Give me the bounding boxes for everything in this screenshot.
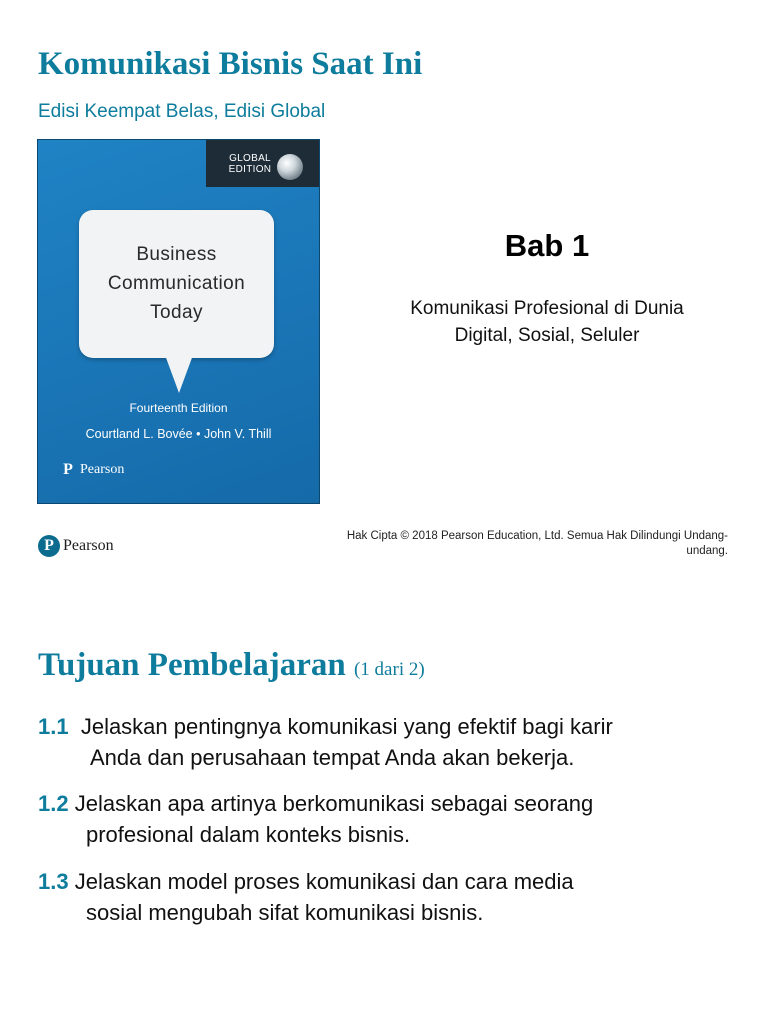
cover-publisher-logo [60,462,124,478]
objectives-title [38,647,425,684]
pearson-p-icon: P [38,535,60,557]
book-title-line: Communication [107,273,246,294]
book-title-line: Today [150,302,203,323]
slide-subtitle: Edisi Keempat Belas, Edisi Global [38,101,326,122]
objectives-title-text: Tujuan Pembelajaran [38,647,346,683]
objectives-slide [0,600,768,1024]
copyright-line-2: undang. [686,545,728,557]
copyright-notice [238,529,728,559]
pearson-p-icon: P [63,461,73,478]
copyright-line-1: Hak Cipta © 2018 Pearson Education, Ltd. Semua Hak Dilindungi Undang- [346,530,728,542]
publisher-name: Pearson [63,537,114,554]
objective-number: 1.3 [38,869,69,894]
slide-title: Komunikasi Bisnis Saat Ini [38,46,423,82]
chapter-subtitle-line-1: Komunikasi Profesional di Dunia [410,298,684,319]
book-edition: Fourteenth Edition [129,401,228,415]
objectives-page-count: (1 dari 2) [353,659,425,680]
badge-line-2: EDITION [228,164,272,175]
objective-number: 1.2 [38,791,69,816]
objective-number: 1.1 [38,714,69,739]
objective-text-line-1: Jelaskan apa artinya berkomunikasi sebagai seorang [74,791,594,816]
book-authors: Courtland L. Bovée • John V. Thill [85,427,272,441]
chapter-subtitle-line-2: Digital, Sosial, Seluler [454,325,640,346]
globe-icon [277,154,303,180]
speech-bubble [79,210,274,358]
objective-text-line-1: Jelaskan model proses komunikasi dan cara media [74,869,574,894]
cover-publisher-name: Pearson [80,462,125,477]
objective-item [38,788,738,850]
book-title-line: Business [136,244,217,265]
book-title [79,240,274,327]
global-edition-label [222,153,278,175]
objective-text-line-2: sosial mengubah sifat komunikasi bisnis. [86,900,484,925]
objective-item [38,866,738,928]
pearson-logo [38,535,114,557]
chapter-subtitle [366,295,728,349]
objective-item [38,711,738,773]
badge-line-1: GLOBAL [229,153,271,164]
objective-text-line-1: Jelaskan pentingnya komunikasi yang efektif bagi karir [80,714,613,739]
book-cover-image [37,139,320,504]
speech-bubble-tail [165,355,193,393]
chapter-heading: Bab 1 [504,228,590,263]
objective-text-line-2: profesional dalam konteks bisnis. [86,822,411,847]
objective-text-line-2: Anda dan perusahaan tempat Anda akan bekerja. [90,745,575,770]
global-edition-badge [206,140,319,187]
